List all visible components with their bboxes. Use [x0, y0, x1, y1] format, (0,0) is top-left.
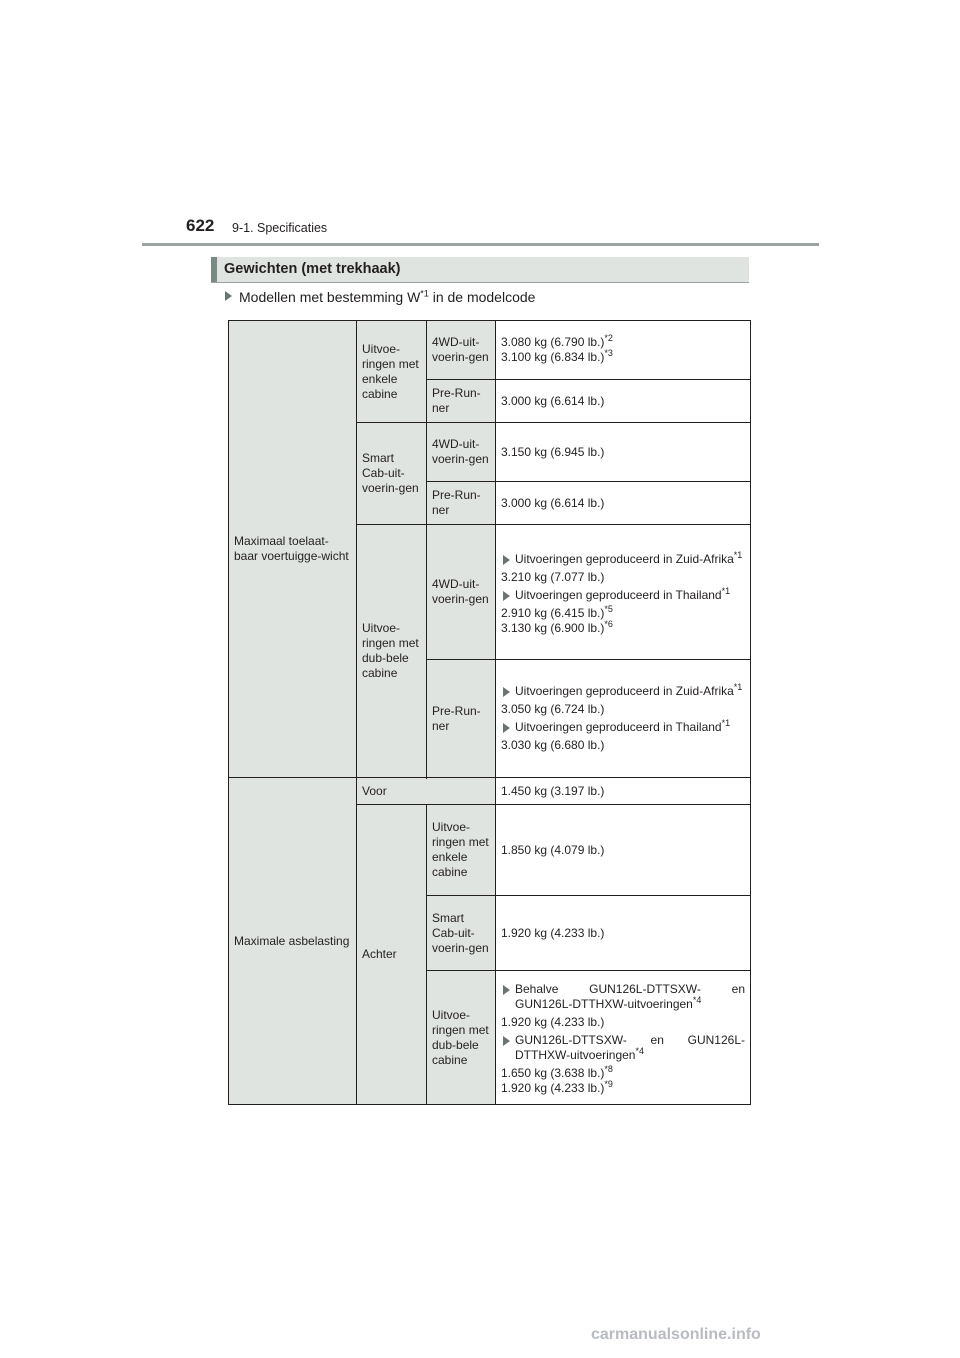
section-reference: 9-1. Specificaties	[232, 221, 328, 235]
gvw-smart-4wd-value: 3.150 kg (6.945 lb.)	[496, 423, 751, 482]
footnote-mark: *8	[604, 1064, 613, 1074]
value-line: 3.030 kg (6.680 lb.)	[501, 738, 605, 752]
axle-front-value: 1.450 kg (3.197 lb.)	[496, 778, 751, 805]
axle-double-cab-value	[496, 971, 751, 1105]
footnote-mark: *1	[733, 682, 743, 692]
section-title-bar	[211, 257, 749, 283]
subheading	[225, 289, 535, 305]
bullet-item	[501, 585, 745, 603]
bullet-item	[501, 720, 745, 735]
gvw-single-4wd-label: 4WD-uit-voerin-gen	[427, 321, 496, 380]
gvw-double-prerunner-value	[496, 660, 751, 778]
bullet-text: Uitvoeringen geproduceerd in Zuid-Afrika	[515, 551, 734, 566]
value-line: 3.050 kg (6.724 lb.)	[501, 702, 605, 716]
bullet-item	[501, 549, 745, 567]
value-line: 3.210 kg (7.077 lb.)	[501, 569, 605, 584]
gvw-smart-cab-label: Smart Cab-uit-voerin-gen	[357, 423, 427, 525]
axle-single-cab-value: 1.850 kg (4.079 lb.)	[496, 805, 751, 896]
subheading-text: Modellen met bestemming W	[239, 289, 421, 305]
bullet-text: Uitvoeringen geproduceerd in Zuid-Afrika	[515, 684, 734, 698]
value-line: 2.910 kg (6.415 lb.)	[501, 605, 605, 620]
axle-smart-cab-label: Smart Cab-uit-voerin-gen	[427, 896, 496, 971]
gvw-single-prerunner-value: 3.000 kg (6.614 lb.)	[496, 380, 751, 423]
axle-front-label: Voor	[357, 778, 496, 805]
gvw-smart-4wd-label: 4WD-uit-voerin-gen	[427, 423, 496, 482]
footnote-mark: *1	[733, 549, 743, 560]
bullet-item	[501, 684, 745, 699]
section-title: Gewichten (met trekhaak)	[224, 261, 401, 277]
bullet-text: DTTHXW-uitvoeringen	[515, 1048, 636, 1062]
watermark: carmanualsonline.info	[591, 1326, 761, 1343]
value-line: 3.080 kg (6.790 lb.)	[501, 335, 605, 349]
footnote-mark: *4	[635, 1046, 644, 1056]
gvw-single-prerunner-label: Pre-Run-ner	[427, 380, 496, 423]
footnote-mark: *1	[420, 288, 429, 299]
bullet-text: GUN126L-DTTHXW-uitvoeringen	[515, 997, 693, 1011]
subheading-suffix: in de modelcode	[428, 289, 536, 305]
page-number: 622	[186, 216, 215, 235]
bullet-text: GUN126L-DTTSXW- en GUN126L-	[515, 1033, 745, 1047]
gvw-label: Maximaal toelaat-baar voertuigge-wicht	[229, 321, 357, 778]
gvw-single-4wd-value	[496, 321, 751, 380]
bullet-item	[501, 982, 745, 1012]
footnote-mark: *1	[721, 585, 731, 596]
weights-table	[228, 320, 751, 1105]
gvw-double-4wd-label: 4WD-uit-voerin-gen	[427, 525, 496, 660]
axle-smart-cab-value: 1.920 kg (4.233 lb.)	[496, 896, 751, 971]
header-divider	[142, 243, 819, 246]
section-marker	[211, 257, 217, 282]
gvw-single-cab-label: Uitvoe-ringen met enkele cabine	[357, 321, 427, 423]
value-line: 1.920 kg (4.233 lb.)	[501, 1081, 605, 1095]
gvw-smart-prerunner-value: 3.000 kg (6.614 lb.)	[496, 482, 751, 525]
bullet-item	[501, 1033, 745, 1063]
gvw-double-cab-label: Uitvoe-ringen met dub-bele cabine	[357, 525, 427, 778]
axle-label: Maximale asbelasting	[229, 778, 357, 1105]
axle-double-cab-label: Uitvoe-ringen met dub-bele cabine	[427, 971, 496, 1105]
value-line: 3.100 kg (6.834 lb.)	[501, 350, 605, 364]
footnote-mark: *5	[604, 603, 613, 614]
value-line: 1.920 kg (4.233 lb.)	[501, 1015, 605, 1029]
gvw-double-prerunner-label: Pre-Run-ner	[427, 660, 496, 778]
footnote-mark: *4	[692, 995, 702, 1005]
footnote-mark: *6	[604, 618, 613, 629]
gvw-smart-prerunner-label: Pre-Run-ner	[427, 482, 496, 525]
axle-single-cab-label: Uitvoe-ringen met enkele cabine	[427, 805, 496, 896]
footnote-mark: *1	[721, 718, 731, 728]
footnote-mark: *9	[604, 1079, 613, 1089]
bullet-text: Uitvoeringen geproduceerd in Thailand	[515, 587, 722, 602]
value-line: 3.130 kg (6.900 lb.)	[501, 620, 605, 635]
value-line: 1.650 kg (3.638 lb.)	[501, 1066, 605, 1080]
bullet-text: Uitvoeringen geproduceerd in Thailand	[515, 720, 722, 734]
gvw-double-4wd-value	[496, 525, 751, 660]
bullet-text: Behalve GUN126L-DTTSXW- en	[515, 982, 745, 996]
arrow-icon	[225, 291, 232, 301]
footnote-mark: *3	[604, 348, 613, 358]
footnote-mark: *2	[604, 333, 613, 343]
axle-rear-label: Achter	[357, 805, 427, 1105]
